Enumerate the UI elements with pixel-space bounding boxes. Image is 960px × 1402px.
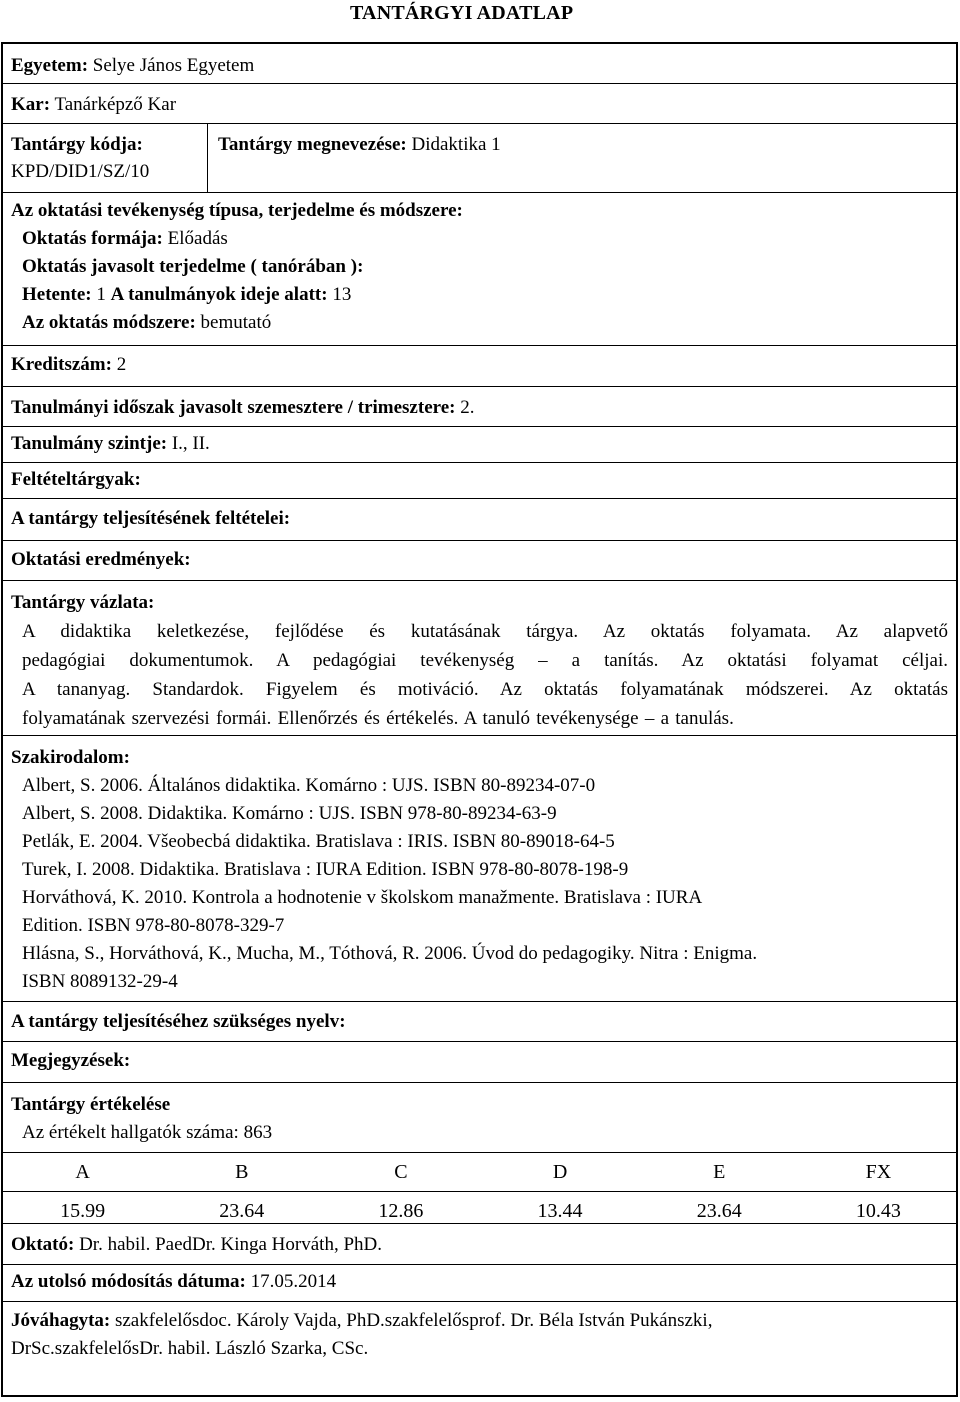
literature-item: Horváthová, K. 2010. Kontrola a hodnotenie v školskom manažmente. Bratislava : IURA	[22, 887, 703, 908]
activity-heading: Az oktatási tevékenység típusa, terjedelme és módszere:	[11, 200, 463, 221]
semester-value: 2.	[460, 397, 475, 418]
name-value: Didaktika 1	[411, 134, 501, 155]
faculty-value: Tanárképző Kar	[54, 94, 177, 115]
approved-row	[3, 1302, 956, 1363]
grade-cell: A	[3, 1153, 162, 1192]
grade-table	[3, 1152, 958, 1230]
total-label: A tanulmányok ideje alatt:	[110, 284, 328, 305]
university-label: Egyetem:	[11, 55, 89, 76]
weekly-value: 1	[96, 284, 106, 305]
outcomes-label: Oktatási eredmények:	[11, 549, 191, 570]
page-title: TANTÁRGYI ADATLAP	[350, 2, 574, 24]
teacher-label: Oktató:	[11, 1234, 75, 1255]
level-label: Tanulmány szintje:	[11, 433, 168, 454]
course-sheet	[1, 42, 958, 1397]
activity-row	[3, 193, 956, 346]
prerequisites-row	[3, 463, 956, 499]
weekly-label: Hetente:	[22, 284, 92, 305]
conditions-row	[3, 499, 956, 541]
level-value: I., II.	[171, 433, 210, 454]
literature-item: Hlásna, S., Horváthová, K., Mucha, M., Tóthová, R. 2006. Úvod do pedagogiky. Nitra : Enigma.	[22, 943, 758, 964]
modified-value: 17.05.2014	[250, 1271, 337, 1292]
grade-cell: B	[162, 1153, 321, 1192]
form-value: Előadás	[167, 228, 228, 249]
outline-line-2: pedagógiai dokumentumok. A pedagógiai tevékenység – a tanítás. Az oktatási folyamat céljai.	[22, 650, 948, 671]
grade-value: 23.64	[640, 1192, 799, 1231]
literature-item: Petlák, E. 2004. Všeobecbá didaktika. Bratislava : IRIS. ISBN 80-89018-64-5	[22, 831, 615, 852]
outline-line-4: folyamatának szervezési formái. Ellenőrzés és értékelés. A tanuló tevékenysége – a tanulás.	[22, 708, 734, 729]
credits-row	[3, 346, 956, 387]
literature-item: Albert, S. 2006. Általános didaktika. Komárno : UJS. ISBN 80-89234-07-0	[22, 775, 596, 796]
faculty-label: Kar:	[11, 94, 51, 115]
approved-line-2: DrSc.szakfelelősDr. habil. László Szarka, CSc.	[11, 1338, 369, 1359]
literature-item: Turek, I. 2008. Didaktika. Bratislava : IURA Edition. ISBN 978-80-8078-198-9	[22, 859, 629, 880]
outline-label: Tantárgy vázlata:	[11, 592, 155, 613]
evaluation-row	[3, 1083, 956, 1224]
grade-value: 13.44	[480, 1192, 639, 1231]
language-label: A tantárgy teljesítéséhez szükséges nyelv:	[11, 1011, 346, 1032]
literature-item: Albert, S. 2008. Didaktika. Komárno : UJS. ISBN 978-80-89234-63-9	[22, 803, 557, 824]
grade-header-row	[3, 1153, 958, 1192]
outline-row	[3, 581, 956, 736]
credits-label: Kreditszám:	[11, 354, 112, 375]
evaluated-count: Az értékelt hallgatók száma: 863	[22, 1122, 273, 1143]
teacher-row	[3, 1224, 956, 1265]
grade-cell: D	[480, 1153, 639, 1192]
semester-label: Tanulmányi időszak javasolt szemesztere / trimesztere:	[11, 397, 456, 418]
level-row	[3, 427, 956, 463]
prerequisites-label: Feltételtárgyak:	[11, 469, 141, 490]
university-value: Selye János Egyetem	[92, 55, 255, 76]
code-label: Tantárgy kódja:	[11, 134, 143, 155]
code-name-row	[3, 124, 956, 193]
outline-line-3: A tananyag. Standardok. Figyelem és motiváció. Az oktatás folyamatának módszerei. Az oktatás	[22, 679, 948, 700]
approved-label: Jóváhagyta:	[11, 1310, 111, 1331]
faculty-row	[3, 84, 956, 124]
university-row	[3, 44, 956, 84]
scope-label: Oktatás javasolt terjedelme ( tanórában ):	[22, 256, 364, 277]
form-label: Oktatás formája:	[22, 228, 163, 249]
method-label: Az oktatás módszere:	[22, 312, 196, 333]
name-cell	[208, 124, 501, 192]
modified-row	[3, 1265, 956, 1302]
grade-value: 23.64	[162, 1192, 321, 1231]
language-row	[3, 1002, 956, 1042]
literature-item: Edition. ISBN 978-80-8078-329-7	[22, 915, 285, 936]
grade-value: 12.86	[321, 1192, 480, 1231]
literature-row	[3, 736, 956, 1002]
code-cell	[3, 124, 208, 192]
code-value: KPD/DID1/SZ/10	[11, 161, 150, 182]
approved-line-1: szakfelelősdoc. Károly Vajda, PhD.szakfelelősprof. Dr. Béla István Pukánszki,	[114, 1310, 713, 1331]
outcomes-row	[3, 541, 956, 581]
name-label: Tantárgy megnevezése:	[218, 134, 407, 155]
credits-value: 2	[116, 354, 127, 375]
grade-value: 15.99	[3, 1192, 162, 1231]
evaluation-label: Tantárgy értékelése	[11, 1094, 171, 1115]
grade-cell: E	[640, 1153, 799, 1192]
modified-label: Az utolsó módosítás dátuma:	[11, 1271, 246, 1292]
grade-cell: FX	[799, 1153, 958, 1192]
literature-label: Szakirodalom:	[11, 747, 130, 768]
grade-cell: C	[321, 1153, 480, 1192]
teacher-value: Dr. habil. PaedDr. Kinga Horváth, PhD.	[79, 1234, 382, 1255]
literature-item: ISBN 8089132-29-4	[22, 971, 178, 992]
conditions-label: A tantárgy teljesítésének feltételei:	[11, 508, 291, 529]
semester-row	[3, 387, 956, 427]
outline-line-1: A didaktika keletkezése, fejlődése és kutatásának tárgya. Az oktatás folyamata. Az alapvető	[22, 621, 948, 642]
total-value: 13	[332, 284, 352, 305]
method-value: bemutató	[200, 312, 272, 333]
grade-value: 10.43	[799, 1192, 958, 1231]
notes-label: Megjegyzések:	[11, 1050, 131, 1071]
notes-row	[3, 1042, 956, 1083]
